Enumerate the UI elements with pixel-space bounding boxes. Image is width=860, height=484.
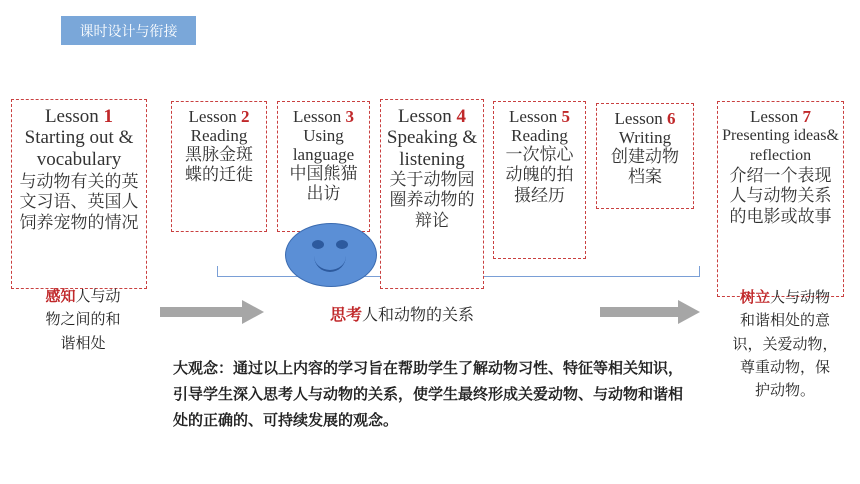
lesson-2-card	[171, 101, 267, 232]
stage-text: 识，关爱动物，	[732, 334, 838, 353]
right-arrow-icon	[160, 300, 264, 324]
lesson-cn-title: 创建动物档案	[611, 147, 679, 188]
stage-text: 人和动物的关系	[362, 305, 475, 324]
stage-text: 人与动物	[770, 288, 831, 306]
lesson-label: Lesson	[44, 106, 99, 127]
lesson-label: Lesson	[397, 106, 452, 127]
stage-establish	[715, 286, 855, 402]
lesson-eng-title: Starting out & vocabulary	[24, 127, 134, 170]
lesson-cn-title: 中国熊猫出访	[289, 164, 358, 205]
lesson-number: 4	[456, 106, 467, 127]
lesson-label: Lesson	[614, 109, 663, 128]
stage-keyword: 树立	[739, 288, 770, 306]
stage-text: 护动物。	[754, 381, 815, 399]
lesson-4-card	[380, 99, 484, 289]
stage-text: 尊重动物，保	[739, 357, 830, 376]
lesson-cn-title: 黑脉金斑蝶的迁徙	[185, 145, 253, 186]
lesson-cn-title: 一次惊心动魄的拍摄经历	[505, 145, 574, 206]
lesson-cn-title: 介绍一个表现人与动物关系的电影或故事	[729, 166, 832, 227]
lesson-number: 2	[240, 107, 250, 126]
lesson-label: Lesson	[750, 107, 799, 126]
stage-think	[330, 302, 474, 325]
stage-text: 人与动	[75, 287, 121, 305]
lesson-1-card	[11, 99, 147, 289]
lesson-eng-title: Reading	[190, 126, 248, 146]
stage-text: 物之间的和	[45, 310, 121, 329]
lesson-number: 1	[103, 106, 114, 127]
stage-text: 谐相处	[60, 333, 106, 352]
lesson-5-card	[493, 101, 586, 259]
lesson-number: 3	[345, 107, 354, 126]
stage-keyword: 思考	[330, 305, 363, 324]
smiley-face-icon	[285, 223, 377, 287]
lesson-6-card	[596, 103, 694, 209]
lesson-3-card	[277, 101, 370, 232]
lesson-label: Lesson	[293, 107, 342, 126]
stage-text: 和谐相处的意	[739, 311, 830, 330]
stage-perceive	[18, 285, 148, 355]
lesson-number: 5	[561, 107, 570, 126]
lesson-label: Lesson	[188, 107, 237, 126]
stage-keyword: 感知	[45, 287, 76, 305]
section-tag: 课时设计与衔接	[61, 16, 196, 45]
lesson-eng-title: Speaking & listening	[386, 127, 478, 170]
lesson-number: 6	[666, 109, 676, 128]
big-idea-paragraph: 大观念：通过以上内容的学习旨在帮助学生了解动物习性、特征等相关知识，引导学生深入思考人与动物的关系，使学生最终形成关爱动物、与动物和谐相处的正确的、可持续发展的观念。	[173, 359, 684, 429]
lesson-cn-title: 关于动物园圈养动物的辩论	[389, 169, 475, 231]
lesson-eng-title: Presenting ideas& reflection	[722, 127, 839, 165]
lesson-eng-title: Writing	[618, 128, 672, 148]
lesson-cn-title: 与动物有关的英文习语、英国人饲养宠物的情况	[19, 171, 139, 233]
right-arrow-icon	[600, 300, 700, 324]
lesson-number: 7	[802, 107, 811, 126]
lesson-label: Lesson	[509, 107, 558, 126]
lesson-7-card	[717, 101, 844, 297]
lesson-eng-title: Reading	[511, 126, 568, 146]
lesson-eng-title: Using language	[292, 126, 355, 165]
